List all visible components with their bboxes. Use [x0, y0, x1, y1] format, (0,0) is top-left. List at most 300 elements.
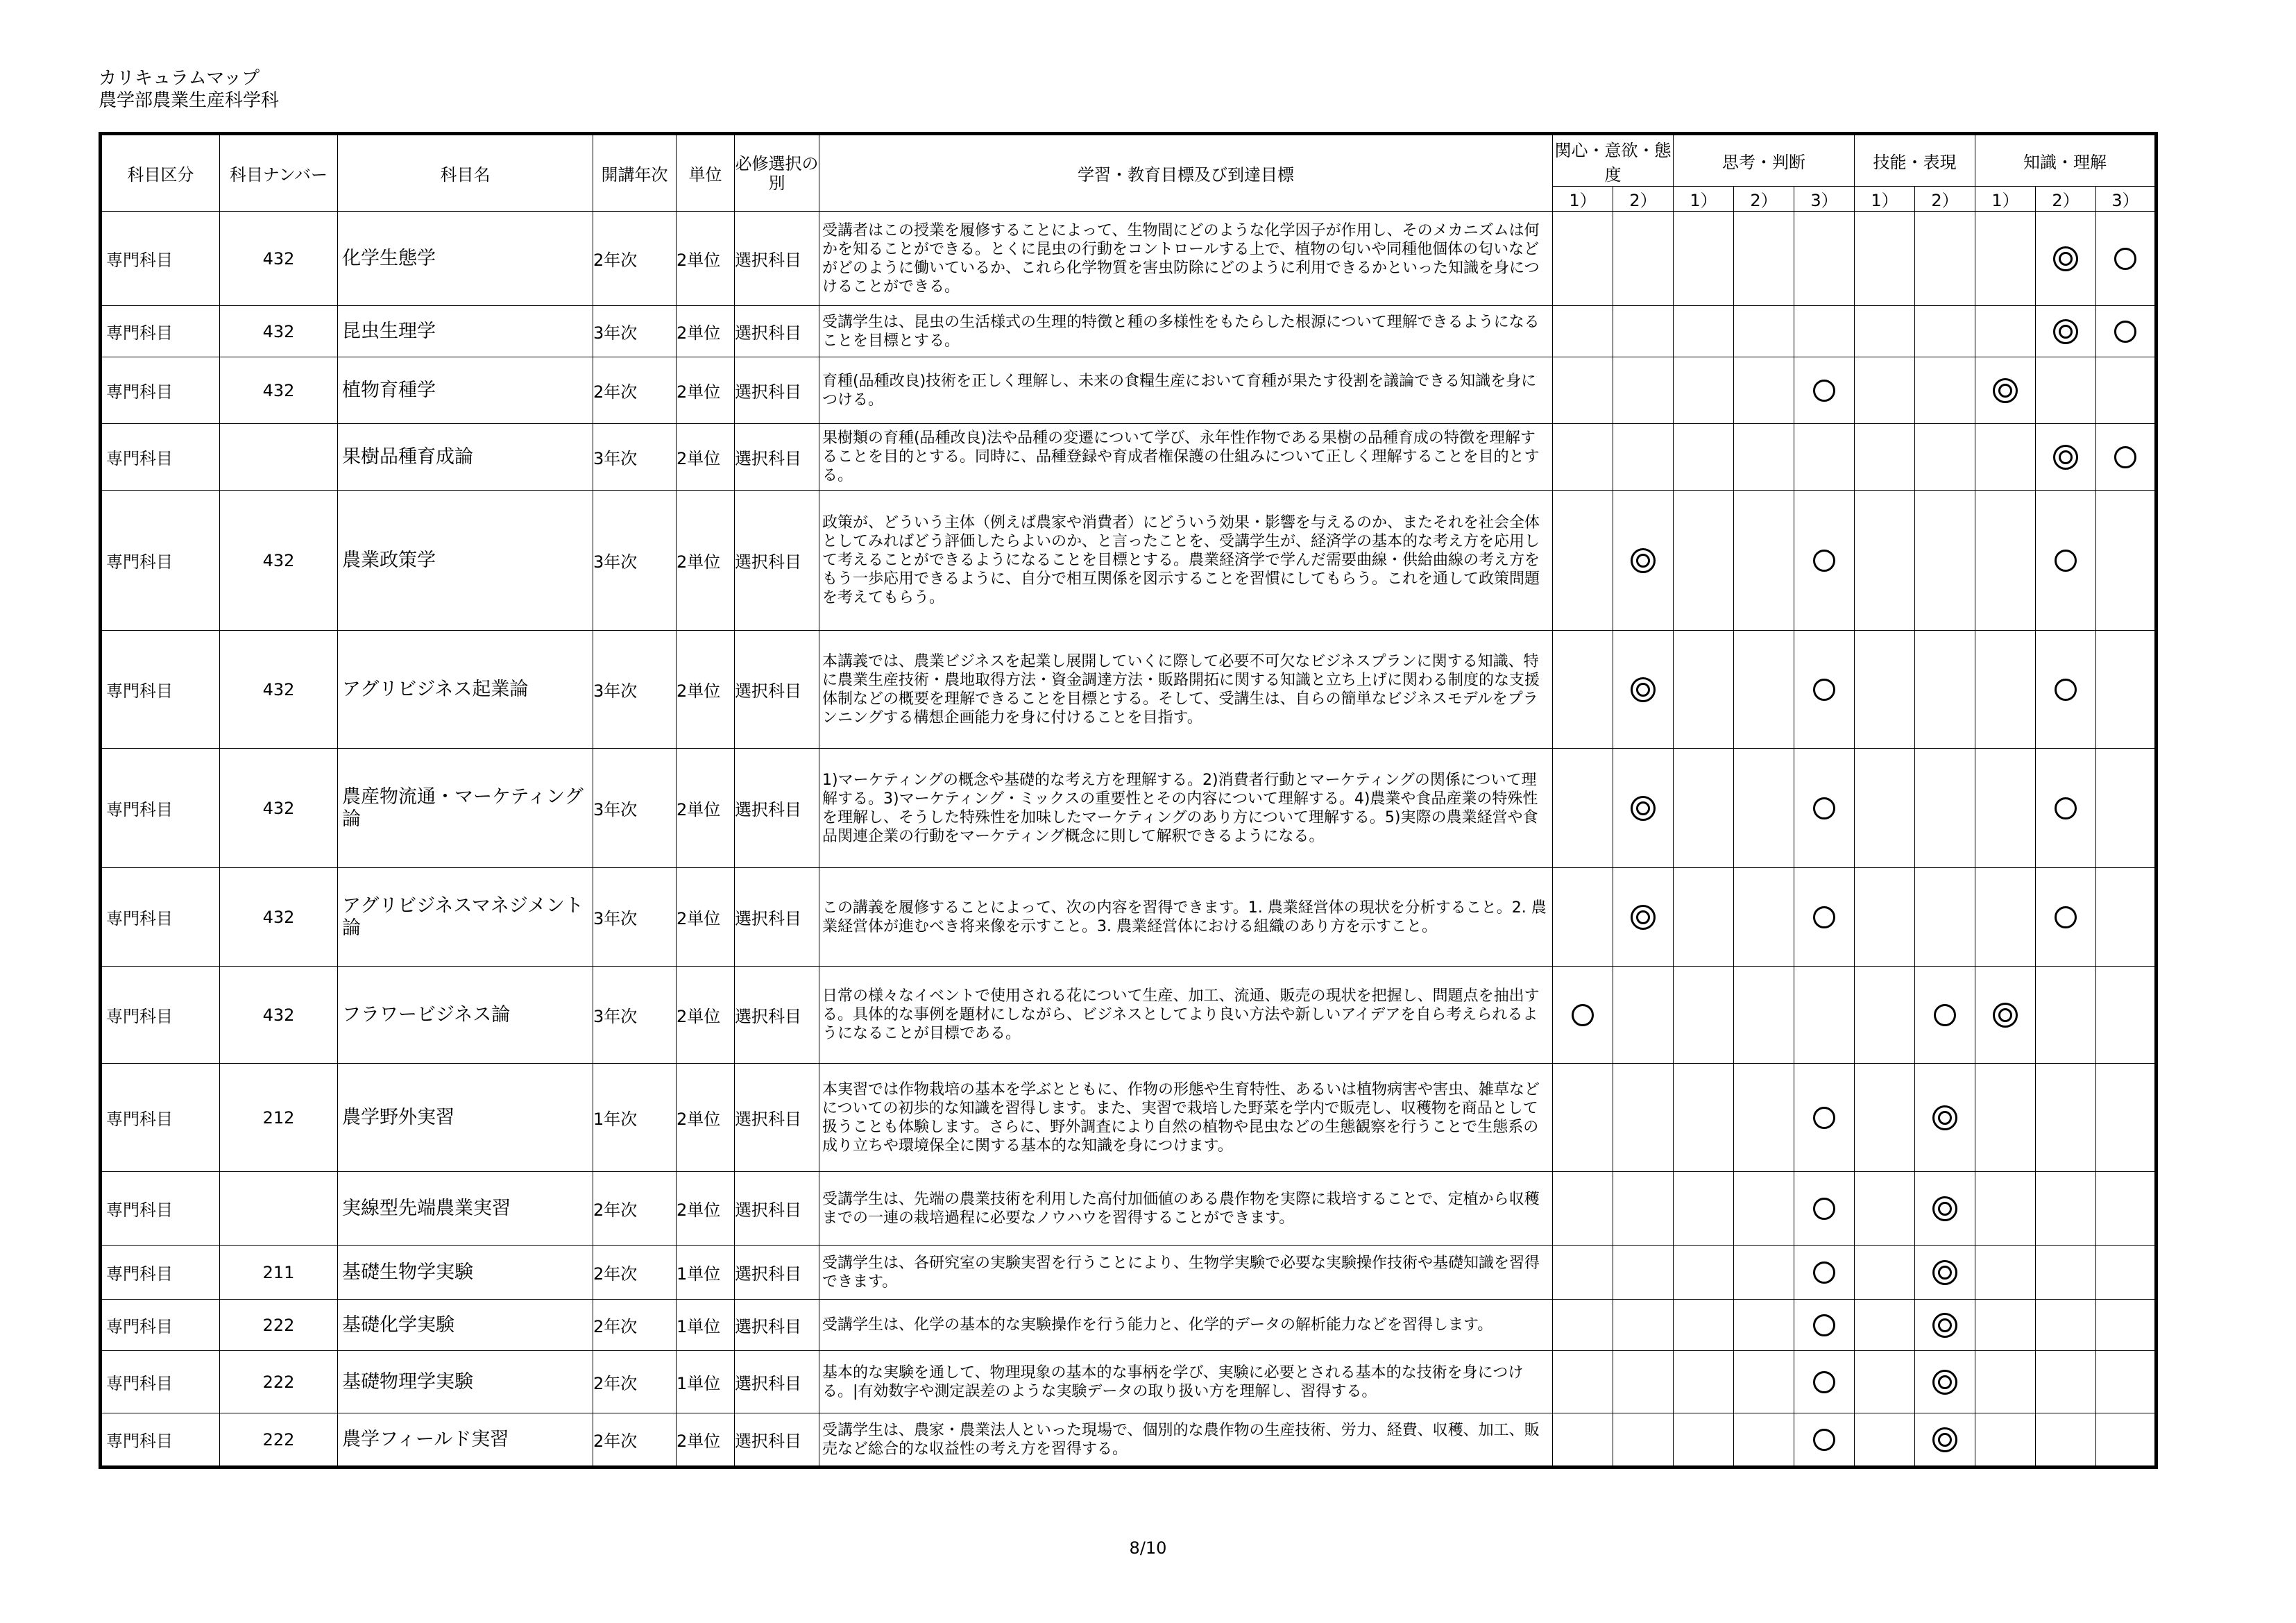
- mark-cell: [1855, 749, 1915, 868]
- mark-cell: [2096, 424, 2157, 491]
- mark-cell: [1915, 1064, 1975, 1172]
- course-required: 選択科目: [735, 1064, 819, 1172]
- course-category: 専門科目: [101, 749, 220, 868]
- course-required: 選択科目: [735, 631, 819, 749]
- mark-cell: [1975, 212, 2036, 306]
- course-category: 専門科目: [101, 424, 220, 491]
- header-group-interest: 関心・意欲・態度: [1553, 134, 1674, 187]
- mark-cell: [2096, 1172, 2157, 1246]
- course-credits: 2単位: [677, 868, 735, 967]
- course-credits: 1単位: [677, 1351, 735, 1413]
- mark-cell: [2096, 357, 2157, 424]
- header-sub: 1）: [1975, 187, 2036, 212]
- mark-cell: [1734, 1351, 1794, 1413]
- mark-cell: [2096, 631, 2157, 749]
- table-row: [101, 1172, 2157, 1246]
- mark-cell: [1855, 1300, 1915, 1351]
- course-number: 222: [220, 1413, 338, 1468]
- header-sub: 3）: [1794, 187, 1855, 212]
- mark-cell: [1855, 212, 1915, 306]
- header-sub: 1）: [1855, 187, 1915, 212]
- course-category: 専門科目: [101, 1351, 220, 1413]
- mark-cell: [1794, 357, 1855, 424]
- double-circle-mark: [1993, 1003, 2018, 1028]
- mark-cell: [1794, 424, 1855, 491]
- course-number: [220, 1172, 338, 1246]
- mark-cell: [1553, 749, 1613, 868]
- mark-cell: [1734, 1246, 1794, 1300]
- mark-cell: [1553, 306, 1613, 357]
- mark-cell: [1794, 306, 1855, 357]
- course-year: 2年次: [593, 1172, 677, 1246]
- course-required: 選択科目: [735, 1351, 819, 1413]
- course-required: 選択科目: [735, 306, 819, 357]
- table-row: [101, 491, 2157, 631]
- mark-cell: [1975, 306, 2036, 357]
- mark-cell: [1915, 491, 1975, 631]
- course-goal: 受講学生は、農家・農業法人といった現場で、個別的な農作物の生産技術、労力、経費、収穫、加工、販売など総合的な収益性の考え方を習得する。: [819, 1413, 1553, 1468]
- course-year: 1年次: [593, 1064, 677, 1172]
- header-group-knowledge: 知識・理解: [1975, 134, 2157, 187]
- table-row: [101, 631, 2157, 749]
- mark-cell: [1794, 1246, 1855, 1300]
- header-name: 科目名: [338, 134, 593, 212]
- course-goal: 1)マーケティングの概念や基礎的な考え方を理解する。2)消費者行動とマーケティングの関係について理解する。3)マーケティング・ミックスの重要性とその内容について理解する。4)農業や食品産業の特殊性を理解し、そうした特殊性を加味したマーケティングのあり方について理解する。5)実際の農業経営や食品関連企業の行動をマーケティング概念に則して解釈できるようになる。: [819, 749, 1553, 868]
- course-year: 3年次: [593, 424, 677, 491]
- mark-cell: [2096, 1300, 2157, 1351]
- mark-cell: [2036, 424, 2096, 491]
- mark-cell: [1915, 749, 1975, 868]
- table-row: [101, 306, 2157, 357]
- mark-cell: [1915, 1413, 1975, 1468]
- course-number: 222: [220, 1300, 338, 1351]
- mark-cell: [2096, 868, 2157, 967]
- double-circle-mark: [1932, 1260, 1957, 1285]
- single-circle-mark: [1813, 1261, 1835, 1284]
- single-circle-mark: [1572, 1004, 1594, 1026]
- header-credits: 単位: [677, 134, 735, 212]
- mark-cell: [1915, 967, 1975, 1064]
- department-name: 農学部農業生産科学科: [99, 90, 280, 111]
- course-year: 3年次: [593, 868, 677, 967]
- course-required: 選択科目: [735, 424, 819, 491]
- mark-cell: [1553, 357, 1613, 424]
- mark-cell: [1734, 1172, 1794, 1246]
- single-circle-mark: [1813, 1198, 1835, 1220]
- mark-cell: [1553, 868, 1613, 967]
- mark-cell: [1613, 357, 1674, 424]
- mark-cell: [1553, 424, 1613, 491]
- course-required: 選択科目: [735, 1246, 819, 1300]
- mark-cell: [1855, 1351, 1915, 1413]
- page-number: 8/10: [1129, 1538, 1167, 1558]
- course-goal: 受講学生は、昆虫の生活様式の生理的特徴と種の多様性をもたらした根源について理解できるようになることを目標とする。: [819, 306, 1553, 357]
- double-circle-mark: [1932, 1196, 1957, 1221]
- course-number: 222: [220, 1351, 338, 1413]
- header-required: 必修選択の別: [735, 134, 819, 212]
- mark-cell: [2036, 749, 2096, 868]
- mark-cell: [1553, 1351, 1613, 1413]
- course-rows: [101, 212, 2157, 1468]
- table-row: [101, 357, 2157, 424]
- single-circle-mark: [2055, 679, 2077, 701]
- course-number: 432: [220, 868, 338, 967]
- course-name: 実線型先端農業実習: [338, 1172, 593, 1246]
- mark-cell: [1553, 1246, 1613, 1300]
- double-circle-mark: [1932, 1427, 1957, 1452]
- mark-cell: [1734, 749, 1794, 868]
- course-name: 基礎物理学実験: [338, 1351, 593, 1413]
- course-category: 専門科目: [101, 212, 220, 306]
- header-goals: 学習・教育目標及び到達目標: [819, 134, 1553, 212]
- mark-cell: [1734, 491, 1794, 631]
- double-circle-mark: [1631, 905, 1656, 930]
- mark-cell: [2036, 1351, 2096, 1413]
- header-number: 科目ナンバー: [220, 134, 338, 212]
- course-category: 専門科目: [101, 1300, 220, 1351]
- mark-cell: [1794, 212, 1855, 306]
- course-year: 2年次: [593, 1246, 677, 1300]
- mark-cell: [1855, 306, 1915, 357]
- mark-cell: [1674, 306, 1734, 357]
- mark-cell: [1613, 424, 1674, 491]
- course-name: 農学フィールド実習: [338, 1413, 593, 1468]
- table-row: [101, 749, 2157, 868]
- course-credits: 2単位: [677, 1413, 735, 1468]
- mark-cell: [1613, 631, 1674, 749]
- course-goal: 受講学生は、先端の農業技術を利用した高付加価値のある農作物を実際に栽培することで、定植から収穫までの一連の栽培過程に必要なノウハウを習得することができます。: [819, 1172, 1553, 1246]
- course-name: アグリビジネス起業論: [338, 631, 593, 749]
- mark-cell: [1674, 212, 1734, 306]
- mark-cell: [1915, 306, 1975, 357]
- mark-cell: [1855, 967, 1915, 1064]
- double-circle-mark: [2053, 246, 2078, 271]
- mark-cell: [1975, 1351, 2036, 1413]
- course-required: 選択科目: [735, 749, 819, 868]
- course-number: 432: [220, 491, 338, 631]
- mark-cell: [1613, 212, 1674, 306]
- header-year: 開講年次: [593, 134, 677, 212]
- course-year: 3年次: [593, 749, 677, 868]
- course-credits: 2単位: [677, 967, 735, 1064]
- single-circle-mark: [1813, 797, 1835, 819]
- mark-cell: [2096, 212, 2157, 306]
- double-circle-mark: [1932, 1105, 1957, 1130]
- course-credits: 2単位: [677, 1172, 735, 1246]
- course-goal: 政策が、どういう主体（例えば農家や消費者）にどういう効果・影響を与えるのか、またそれを社会全体としてみればどう評価したらよいのか、と言ったことを、受講学生が、経済学の基本的な考え方を応用して考えることができるようになることを目標とする。農業経済学で学んだ需要曲線・供給曲線の考え方をもう一歩応用できるように、自分で相互関係を図示することを習慣にしてもらう。これを通して政策問題を考えてもらう。: [819, 491, 1553, 631]
- course-name: 農業政策学: [338, 491, 593, 631]
- mark-cell: [2036, 1413, 2096, 1468]
- mark-cell: [1915, 357, 1975, 424]
- mark-cell: [1794, 1413, 1855, 1468]
- course-goal: 受講学生は、化学の基本的な実験操作を行う能力と、化学的データの解析能力などを習得します。: [819, 1300, 1553, 1351]
- course-year: 3年次: [593, 967, 677, 1064]
- single-circle-mark: [1813, 1371, 1835, 1393]
- mark-cell: [1915, 1246, 1975, 1300]
- mark-cell: [1734, 631, 1794, 749]
- header-sub: 2）: [2036, 187, 2096, 212]
- course-goal: 日常の様々なイベントで使用される花について生産、加工、流通、販売の現状を把握し、問題点を抽出する。具体的な事例を題材にしながら、ビジネスとしてより良い方法や新しいアイデアを自ら考えられるようになることが目標である。: [819, 967, 1553, 1064]
- course-credits: 2単位: [677, 1064, 735, 1172]
- course-name: 昆虫生理学: [338, 306, 593, 357]
- mark-cell: [1855, 1172, 1915, 1246]
- course-name: アグリビジネスマネジメント論: [338, 868, 593, 967]
- single-circle-mark: [1813, 1429, 1835, 1451]
- single-circle-mark: [2114, 446, 2136, 468]
- single-circle-mark: [1813, 1107, 1835, 1129]
- course-credits: 2単位: [677, 306, 735, 357]
- course-number: 432: [220, 212, 338, 306]
- course-number: 432: [220, 631, 338, 749]
- mark-cell: [1674, 967, 1734, 1064]
- course-required: 選択科目: [735, 1413, 819, 1468]
- course-credits: 2単位: [677, 631, 735, 749]
- single-circle-mark: [1813, 679, 1835, 701]
- mark-cell: [2096, 1413, 2157, 1468]
- course-year: 3年次: [593, 306, 677, 357]
- course-category: 専門科目: [101, 1246, 220, 1300]
- mark-cell: [1674, 1300, 1734, 1351]
- course-number: [220, 424, 338, 491]
- table-row: [101, 967, 2157, 1064]
- mark-cell: [2036, 1246, 2096, 1300]
- mark-cell: [1915, 1172, 1975, 1246]
- mark-cell: [1794, 749, 1855, 868]
- mark-cell: [1553, 1172, 1613, 1246]
- table-row: [101, 212, 2157, 306]
- mark-cell: [2036, 1064, 2096, 1172]
- mark-cell: [1794, 1351, 1855, 1413]
- mark-cell: [1915, 1300, 1975, 1351]
- mark-cell: [1734, 1300, 1794, 1351]
- mark-cell: [1794, 967, 1855, 1064]
- mark-cell: [2096, 306, 2157, 357]
- mark-cell: [1794, 1064, 1855, 1172]
- mark-cell: [1674, 357, 1734, 424]
- mark-cell: [1855, 424, 1915, 491]
- table-row: [101, 868, 2157, 967]
- header-sub: 1）: [1553, 187, 1613, 212]
- table-row: [101, 424, 2157, 491]
- course-required: 選択科目: [735, 212, 819, 306]
- course-year: 2年次: [593, 1300, 677, 1351]
- course-category: 専門科目: [101, 868, 220, 967]
- course-name: 果樹品種育成論: [338, 424, 593, 491]
- mark-cell: [1674, 1351, 1734, 1413]
- mark-cell: [2036, 1300, 2096, 1351]
- course-number: 432: [220, 749, 338, 868]
- mark-cell: [1734, 1413, 1794, 1468]
- mark-cell: [1734, 357, 1794, 424]
- course-number: 212: [220, 1064, 338, 1172]
- mark-cell: [2096, 1064, 2157, 1172]
- course-name: 農学野外実習: [338, 1064, 593, 1172]
- mark-cell: [1915, 868, 1975, 967]
- course-name: 基礎生物学実験: [338, 1246, 593, 1300]
- course-goal: 受講者はこの授業を履修することによって、生物間にどのような化学因子が作用し、そのメカニズムは何かを知ることができる。とくに昆虫の行動をコントロールする上で、植物の匂いや同種他個体の匂いなどがどのように働いているか、これら化学物質を害虫防除にどのように利用できるかといった知識を身につけることができる。: [819, 212, 1553, 306]
- mark-cell: [2036, 1172, 2096, 1246]
- course-required: 選択科目: [735, 1172, 819, 1246]
- double-circle-mark: [2053, 319, 2078, 344]
- course-category: 専門科目: [101, 967, 220, 1064]
- mark-cell: [1855, 357, 1915, 424]
- header-group-skills: 技能・表現: [1855, 134, 1975, 187]
- course-category: 専門科目: [101, 491, 220, 631]
- mark-cell: [1674, 1246, 1734, 1300]
- mark-cell: [1613, 1351, 1674, 1413]
- course-name: フラワービジネス論: [338, 967, 593, 1064]
- mark-cell: [1613, 1064, 1674, 1172]
- course-goal: 育種(品種改良)技術を正しく理解し、未来の食糧生産において育種が果たす役割を議論できる知識を身につける。: [819, 357, 1553, 424]
- course-credits: 2単位: [677, 424, 735, 491]
- mark-cell: [2036, 306, 2096, 357]
- header-sub: 2）: [1915, 187, 1975, 212]
- course-credits: 2単位: [677, 212, 735, 306]
- mark-cell: [1553, 212, 1613, 306]
- header-sub: 1）: [1674, 187, 1734, 212]
- mark-cell: [1674, 424, 1734, 491]
- double-circle-mark: [1993, 378, 2018, 403]
- mark-cell: [1674, 631, 1734, 749]
- single-circle-mark: [1813, 906, 1835, 928]
- single-circle-mark: [2055, 550, 2077, 572]
- curriculum-map-table: [99, 132, 2158, 1469]
- mark-cell: [1734, 424, 1794, 491]
- course-credits: 1単位: [677, 1246, 735, 1300]
- mark-cell: [2096, 1351, 2157, 1413]
- mark-cell: [2096, 491, 2157, 631]
- mark-cell: [2036, 868, 2096, 967]
- header-sub: 3）: [2096, 187, 2157, 212]
- mark-cell: [1734, 306, 1794, 357]
- header-group-thinking: 思考・判断: [1674, 134, 1855, 187]
- mark-cell: [1855, 631, 1915, 749]
- course-category: 専門科目: [101, 631, 220, 749]
- mark-cell: [2096, 967, 2157, 1064]
- mark-cell: [1794, 1172, 1855, 1246]
- course-goal: この講義を履修することによって、次の内容を習得できます。1. 農業経営体の現状を分析すること。2. 農業経営体が進むべき将来像を示すこと。3. 農業経営体における組織のあり方を示すこと。: [819, 868, 1553, 967]
- mark-cell: [2036, 631, 2096, 749]
- mark-cell: [2036, 967, 2096, 1064]
- course-category: 専門科目: [101, 306, 220, 357]
- mark-cell: [1674, 749, 1734, 868]
- course-number: 211: [220, 1246, 338, 1300]
- mark-cell: [1613, 1300, 1674, 1351]
- table-row: [101, 1413, 2157, 1468]
- mark-cell: [1855, 1064, 1915, 1172]
- mark-cell: [1674, 868, 1734, 967]
- header-category: 科目区分: [101, 134, 220, 212]
- header-sub: 2）: [1613, 187, 1674, 212]
- single-circle-mark: [1813, 380, 1835, 402]
- mark-cell: [1855, 868, 1915, 967]
- single-circle-mark: [2055, 906, 2077, 928]
- course-required: 選択科目: [735, 868, 819, 967]
- mark-cell: [1613, 749, 1674, 868]
- course-required: 選択科目: [735, 491, 819, 631]
- mark-cell: [2096, 1246, 2157, 1300]
- table-row: [101, 1246, 2157, 1300]
- mark-cell: [1975, 967, 2036, 1064]
- mark-cell: [1855, 1246, 1915, 1300]
- mark-cell: [1975, 424, 2036, 491]
- table-row: [101, 1351, 2157, 1413]
- mark-cell: [2036, 212, 2096, 306]
- mark-cell: [1734, 212, 1794, 306]
- course-year: 3年次: [593, 631, 677, 749]
- mark-cell: [1915, 631, 1975, 749]
- course-goal: 受講学生は、各研究室の実験実習を行うことにより、生物学実験で必要な実験操作技術や基礎知識を習得できます。: [819, 1246, 1553, 1300]
- mark-cell: [2036, 491, 2096, 631]
- double-circle-mark: [1631, 677, 1656, 702]
- mark-cell: [1734, 868, 1794, 967]
- course-year: 2年次: [593, 212, 677, 306]
- course-goal: 果樹類の育種(品種改良)法や品種の変遷について学び、永年性作物である果樹の品種育成の特徴を理解することを目的とする。同時に、品種登録や育成者権保護の仕組みについて正しく理解することを目的とする。: [819, 424, 1553, 491]
- mark-cell: [1613, 306, 1674, 357]
- mark-cell: [1734, 1064, 1794, 1172]
- course-credits: 1単位: [677, 1300, 735, 1351]
- mark-cell: [1975, 491, 2036, 631]
- course-category: 専門科目: [101, 357, 220, 424]
- mark-cell: [1975, 631, 2036, 749]
- single-circle-mark: [2114, 321, 2136, 343]
- mark-cell: [1915, 424, 1975, 491]
- mark-cell: [1674, 1172, 1734, 1246]
- table-row: [101, 1064, 2157, 1172]
- mark-cell: [1553, 1413, 1613, 1468]
- double-circle-mark: [1932, 1313, 1957, 1338]
- course-goal: 基本的な実験を通して、物理現象の基本的な事柄を学び、実験に必要とされる基本的な技術を身につける。|有効数字や測定誤差のような実験データの取り扱い方を理解し、習得する。: [819, 1351, 1553, 1413]
- mark-cell: [1613, 868, 1674, 967]
- course-name: 基礎化学実験: [338, 1300, 593, 1351]
- single-circle-mark: [1813, 1314, 1835, 1336]
- mark-cell: [1975, 1413, 2036, 1468]
- course-number: 432: [220, 357, 338, 424]
- mark-cell: [1553, 1300, 1613, 1351]
- mark-cell: [1855, 491, 1915, 631]
- course-name: 植物育種学: [338, 357, 593, 424]
- mark-cell: [1553, 967, 1613, 1064]
- course-category: 専門科目: [101, 1172, 220, 1246]
- course-credits: 2単位: [677, 357, 735, 424]
- course-required: 選択科目: [735, 967, 819, 1064]
- course-year: 2年次: [593, 357, 677, 424]
- course-goal: 本講義では、農業ビジネスを起業し展開していくに際して必要不可欠なビジネスプランに関する知識、特に農業生産技術・農地取得方法・資金調達方法・販路開拓に関する知識と立ち上げに関わる制度的な支援体制などの概要を理解できることを目標とする。そして、受講生は、自らの簡単なビジネスモデルをプランニングする構想企画能力を身に付けることを目指す。: [819, 631, 1553, 749]
- course-name: 農産物流通・マーケティング論: [338, 749, 593, 868]
- single-circle-mark: [1813, 550, 1835, 572]
- mark-cell: [1674, 1064, 1734, 1172]
- mark-cell: [1915, 1351, 1975, 1413]
- mark-cell: [1613, 1172, 1674, 1246]
- course-number: 432: [220, 967, 338, 1064]
- course-category: 専門科目: [101, 1064, 220, 1172]
- course-required: 選択科目: [735, 357, 819, 424]
- mark-cell: [1553, 631, 1613, 749]
- mark-cell: [1855, 1413, 1915, 1468]
- document-title: カリキュラムマップ: [99, 68, 260, 89]
- mark-cell: [1975, 1064, 2036, 1172]
- mark-cell: [1613, 1246, 1674, 1300]
- mark-cell: [1674, 1413, 1734, 1468]
- mark-cell: [1553, 1064, 1613, 1172]
- course-year: 2年次: [593, 1351, 677, 1413]
- mark-cell: [1794, 868, 1855, 967]
- mark-cell: [1794, 631, 1855, 749]
- course-number: 432: [220, 306, 338, 357]
- mark-cell: [1975, 749, 2036, 868]
- mark-cell: [1553, 491, 1613, 631]
- course-year: 3年次: [593, 491, 677, 631]
